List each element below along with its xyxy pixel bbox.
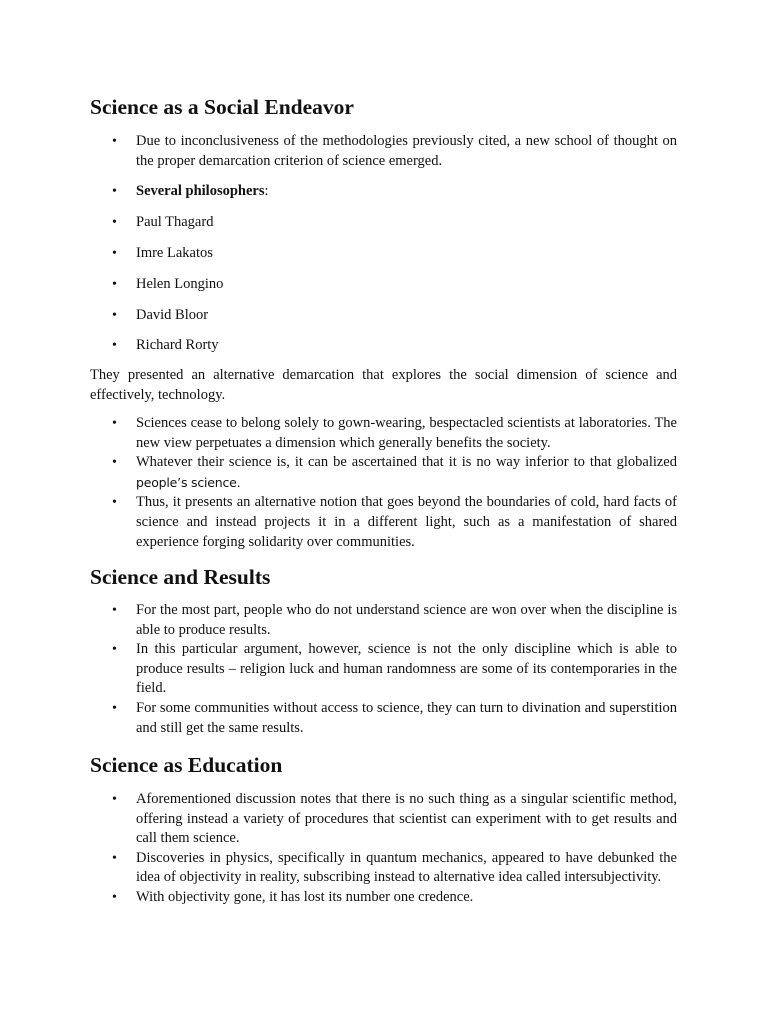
bullet-icon: • [112,850,117,866]
bullet-icon: • [112,245,117,261]
list-item [0,493,677,552]
list-item-text: Discoveries in physics, specifically in quantum mechanics, appeared to have debunked the idea of objectivity in reality, subscribing instead to alternative idea called intersubjectivity. [136,849,677,886]
list-item [0,336,677,356]
bullet-icon: • [112,215,117,231]
philosopher-name: Helen Longino [136,275,224,292]
philosophers-label: Several philosophers [136,183,265,200]
list-item [0,849,677,888]
philosopher-name: Richard Rorty [136,337,219,354]
bullet-icon: • [112,889,117,905]
list-item [0,888,677,908]
list-item [0,213,677,233]
list-item [0,453,677,493]
list-item [0,132,677,171]
bullet-icon: • [112,276,117,292]
list-item-text: In this particular argument, however, science is not the only discipline which is able to produce results – religion luck and human randomness are some of its contemporaries in the field. [136,641,677,697]
list-item [0,601,677,640]
list-item [0,699,677,738]
list-item-text: For the most part, people who do not understand science are won over when the discipline is able to produce results. [136,602,677,638]
bullet-icon: • [112,338,117,354]
bullet-icon: • [112,700,117,716]
philosopher-name: Imre Lakatos [136,244,213,261]
bullet-icon: • [112,642,117,658]
list-item-text: Due to inconclusiveness of the methodologies previously cited, a new school of thought on the proper demarcation criterion of science emerged. [136,133,677,169]
bullet-icon: • [112,134,117,149]
philosophers-list [0,132,768,367]
list-item [0,244,677,264]
list-item [0,275,677,295]
list-item [0,790,677,849]
list-item-text: For some communities without access to science, they can turn to divination and superstition and still get the same results. [136,699,677,736]
bullet-icon: • [112,416,117,431]
list-item [0,182,677,202]
bullet-icon: • [112,307,117,323]
bullet-icon: • [112,495,117,511]
list-item-text: Whatever their science is, it can be ascertained that it is no way inferior to that globalized [136,454,677,471]
list-item [0,640,677,699]
bullet-icon: • [112,792,117,807]
bullet-icon: • [112,184,117,200]
education-bullets [0,790,768,908]
heading-science-as-a-social-endeavor: Science as a Social Endeavor [90,95,354,119]
bullet-icon: • [112,603,117,618]
demarcation-paragraph: They presented an alternative demarcation that explores the social dimension of science and effectively, technology. [90,367,677,403]
list-item-text: Sciences cease to belong solely to gown-wearing, bespectacled scientists at laboratories. The new view perpetuates a dimension which generally benefits the society. [136,415,677,451]
bullet-icon: • [112,455,117,471]
heading-science-as-education: Science as Education [90,753,283,777]
list-item [0,306,677,326]
list-item-text: Aforementioned discussion notes that there is no such thing as a singular scientific method, offering instead a variety of procedures that scientist can experiment with to get results and call them science. [136,791,677,847]
peoples-science-text: people’s science. [136,474,241,490]
philosopher-name: David Bloor [136,306,209,323]
list-item-text: Thus, it presents an alternative notion that goes beyond the boundaries of cold, hard facts of science and instead projects it in a different light, such as a manifestation of shared experience forging solidarity over communities. [136,494,677,550]
list-item [0,414,677,453]
philosophers-label-colon: : [264,183,269,200]
results-bullets [0,601,768,738]
philosopher-name: Paul Thagard [136,214,214,231]
social-endeavor-bullets [0,414,768,552]
list-item-text: With objectivity gone, it has lost its number one credence. [136,888,474,905]
heading-science-and-results: Science and Results [90,565,271,589]
